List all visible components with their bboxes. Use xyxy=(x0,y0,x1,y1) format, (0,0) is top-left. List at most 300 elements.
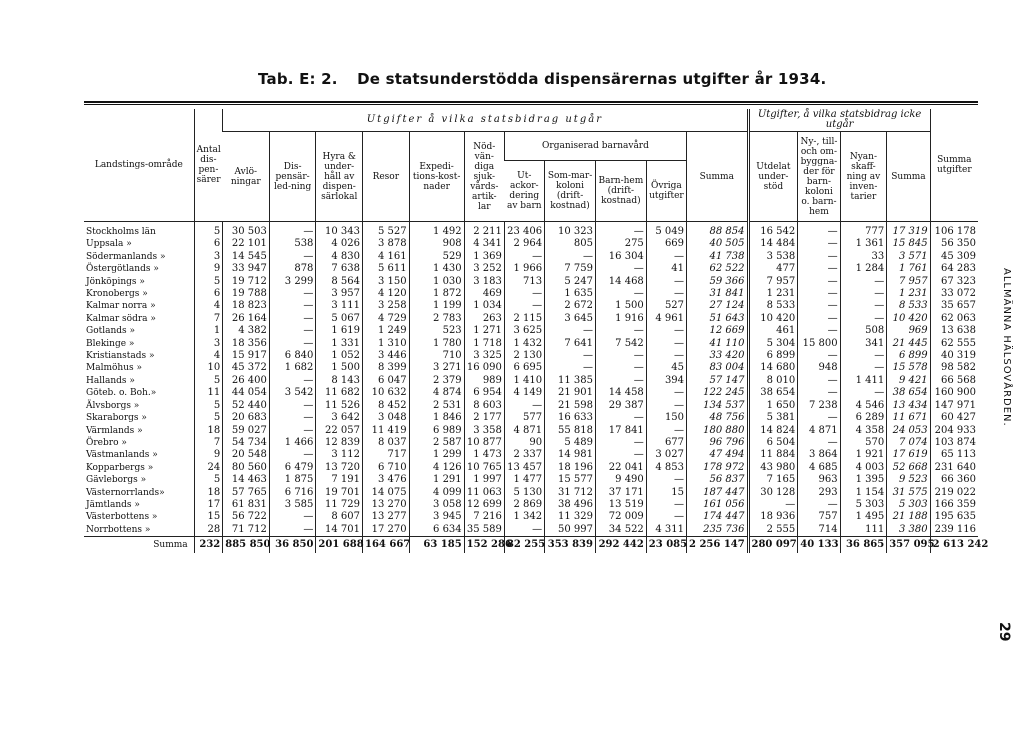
table-cell: 14 545 xyxy=(223,251,270,263)
table-cell: 10 877 xyxy=(464,437,504,449)
table-cell: 7 638 xyxy=(316,263,363,275)
table-cell: 3 058 xyxy=(409,499,464,511)
table-cell: 1 430 xyxy=(409,263,464,275)
table-cell: 1 411 xyxy=(840,375,887,387)
table-cell: 219 022 xyxy=(930,487,978,499)
table-cell: 1 231 xyxy=(887,288,930,300)
table-cell: 31 841 xyxy=(687,288,748,300)
table-cell: 357 095 xyxy=(887,537,930,554)
table-cell: 8 143 xyxy=(316,375,363,387)
area-name: Södermanlands » xyxy=(86,251,166,262)
table-cell: 134 537 xyxy=(687,400,748,412)
table-cell: 477 xyxy=(748,263,798,275)
table-cell: 3 625 xyxy=(504,325,544,337)
table-cell: 353 839 xyxy=(545,537,596,554)
table-cell: 56 350 xyxy=(930,238,978,250)
table-cell: 908 xyxy=(409,238,464,250)
table-cell: 3 150 xyxy=(363,276,410,288)
table-cell: — xyxy=(269,222,316,239)
table-cell: 17 319 xyxy=(887,222,930,239)
table-cell: 527 xyxy=(646,300,686,312)
table-row xyxy=(84,511,978,523)
table-cell: 3 183 xyxy=(464,276,504,288)
table-cell: 12 669 xyxy=(687,325,748,337)
area-name: Göteb. o. Boh.» xyxy=(86,388,157,399)
area-name: Kronobergs » xyxy=(86,289,148,300)
table-cell: 9 xyxy=(194,449,223,461)
table-cell: 41 738 xyxy=(687,251,748,263)
table-cell: 31 712 xyxy=(545,487,596,499)
table-cell: 239 116 xyxy=(930,524,978,537)
table-cell: 6 899 xyxy=(748,350,798,362)
area-name: Älvsborgs » xyxy=(86,400,140,411)
table-row xyxy=(84,325,978,337)
table-cell: — xyxy=(269,511,316,523)
top-rule xyxy=(84,101,978,103)
table-cell: 4 961 xyxy=(646,313,686,325)
table-cell: 2 869 xyxy=(504,499,544,511)
table-cell: 1 477 xyxy=(504,474,544,486)
header-salaries: Avlö-ningar xyxy=(223,132,270,222)
table-cell: 963 xyxy=(798,474,840,486)
table-cell: 15 578 xyxy=(887,362,930,374)
table-cell: 2 211 xyxy=(464,222,504,239)
table-cell: — xyxy=(595,375,646,387)
table-cell: 4 685 xyxy=(798,462,840,474)
table-cell: 5 xyxy=(194,222,223,239)
table-cell: — xyxy=(646,400,686,412)
table-cell: 66 568 xyxy=(930,375,978,387)
table-cell: 677 xyxy=(646,437,686,449)
table-cell: 18 xyxy=(194,487,223,499)
area-name: Skaraborgs » xyxy=(86,413,147,424)
table-cell: 17 270 xyxy=(363,524,410,537)
area-name: Gotlands » xyxy=(86,326,136,337)
table-cell: 14 701 xyxy=(316,524,363,537)
table-cell: 52 440 xyxy=(223,400,270,412)
table-cell: 1 682 xyxy=(269,362,316,374)
table-cell: 16 633 xyxy=(545,412,596,424)
table-cell: 10 420 xyxy=(887,313,930,325)
table-cell: 1 846 xyxy=(409,412,464,424)
table-cell: 714 xyxy=(798,524,840,537)
table-cell: 4 871 xyxy=(504,425,544,437)
table-row xyxy=(84,222,978,239)
table-cell: 1 500 xyxy=(595,300,646,312)
table-cell: 1 284 xyxy=(840,263,887,275)
table-cell: 6 989 xyxy=(409,425,464,437)
header-area: Landstings-område xyxy=(84,109,194,222)
table-cell: 122 245 xyxy=(687,387,748,399)
table-cell: — xyxy=(646,288,686,300)
table-cell: 21 901 xyxy=(545,387,596,399)
table-cell: 55 818 xyxy=(545,425,596,437)
table-cell: 23 085 xyxy=(646,537,686,554)
area-name: Västerbottens » xyxy=(86,512,158,523)
table-cell: 18 936 xyxy=(748,511,798,523)
table-cell: 3 538 xyxy=(748,251,798,263)
table-cell: 35 657 xyxy=(930,300,978,312)
table-cell: 6 840 xyxy=(269,350,316,362)
table-row xyxy=(84,263,978,275)
table-cell: 1 199 xyxy=(409,300,464,312)
table-cell: — xyxy=(840,288,887,300)
table-cell: 8 399 xyxy=(363,362,410,374)
table-cell: 6 954 xyxy=(464,387,504,399)
table-cell: 67 323 xyxy=(930,276,978,288)
table-cell: 12 839 xyxy=(316,437,363,449)
table-cell: 1 034 xyxy=(464,300,504,312)
table-cell: 11 682 xyxy=(316,387,363,399)
table-cell: 3 112 xyxy=(316,449,363,461)
table-cell: 45 xyxy=(646,362,686,374)
header-other: Övriga utgifter xyxy=(646,161,686,222)
table-cell: 11 526 xyxy=(316,400,363,412)
table-cell: — xyxy=(269,288,316,300)
table-cell: 1 718 xyxy=(464,338,504,350)
table-cell: 5 489 xyxy=(545,437,596,449)
table-cell: 1 619 xyxy=(316,325,363,337)
table-cell: 15 577 xyxy=(545,474,596,486)
page-number: 29 xyxy=(996,622,1012,642)
table-cell: 22 057 xyxy=(316,425,363,437)
table-cell: 508 xyxy=(840,325,887,337)
table-cell: — xyxy=(269,251,316,263)
table-cell: 61 831 xyxy=(223,499,270,511)
table-cell: — xyxy=(646,325,686,337)
table-cell: 16 542 xyxy=(748,222,798,239)
table-cell: — xyxy=(798,350,840,362)
table-cell: 103 874 xyxy=(930,437,978,449)
table-cell: 178 972 xyxy=(687,462,748,474)
table-cell: 1 466 xyxy=(269,437,316,449)
table-cell: — xyxy=(545,251,596,263)
table-cell: 8 533 xyxy=(748,300,798,312)
table-cell: 13 277 xyxy=(363,511,410,523)
table-cell: 4 149 xyxy=(504,387,544,399)
table-cell: 3 957 xyxy=(316,288,363,300)
table-cell: 187 447 xyxy=(687,487,748,499)
table-cell: 4 126 xyxy=(409,462,464,474)
table-cell: 2 531 xyxy=(409,400,464,412)
table-cell: 4 830 xyxy=(316,251,363,263)
table-cell: 19 701 xyxy=(316,487,363,499)
table-cell: 30 503 xyxy=(223,222,270,239)
table-cell: 777 xyxy=(840,222,887,239)
table-cell: 33 420 xyxy=(687,350,748,362)
table-cell: 6 634 xyxy=(409,524,464,537)
area-name: Jönköpings » xyxy=(86,276,145,287)
table-cell: 4 729 xyxy=(363,313,410,325)
table-cell: 160 900 xyxy=(930,387,978,399)
area-name: Västernorrlands» xyxy=(86,487,165,498)
table-cell: 6 695 xyxy=(504,362,544,374)
table-cell: 9 xyxy=(194,263,223,275)
table-cell: 10 xyxy=(194,362,223,374)
header-management: Dis-pensär-led-ning xyxy=(269,132,316,222)
table-cell: 28 xyxy=(194,524,223,537)
table-cell: 40 133 xyxy=(798,537,840,554)
table-cell: 7 238 xyxy=(798,400,840,412)
table-cell: 161 056 xyxy=(687,499,748,511)
table-cell: 33 xyxy=(840,251,887,263)
table-row xyxy=(84,276,978,288)
table-cell: 1 650 xyxy=(748,400,798,412)
table-row xyxy=(84,412,978,424)
table-row xyxy=(84,487,978,499)
table-number: Tab. E: 2. xyxy=(258,70,338,88)
table-cell: 21 445 xyxy=(887,338,930,350)
table-cell: — xyxy=(840,387,887,399)
table-cell: — xyxy=(269,300,316,312)
table-cell: 50 997 xyxy=(545,524,596,537)
area-name: Gävleborgs » xyxy=(86,475,147,486)
table-row xyxy=(84,387,978,399)
table-cell: — xyxy=(269,425,316,437)
table-cell: 9 490 xyxy=(595,474,646,486)
table-cell: 204 933 xyxy=(930,425,978,437)
table-cell: — xyxy=(504,300,544,312)
table-cell: 71 712 xyxy=(223,524,270,537)
table-cell: — xyxy=(646,474,686,486)
table-cell: 948 xyxy=(798,362,840,374)
table-cell: 33 947 xyxy=(223,263,270,275)
area-name: Jämtlands » xyxy=(86,499,140,510)
table-cell: 15 800 xyxy=(798,338,840,350)
table-cell: 31 575 xyxy=(887,487,930,499)
table-cell: 275 xyxy=(595,238,646,250)
table-cell: 4 003 xyxy=(840,462,887,474)
table-cell: 59 027 xyxy=(223,425,270,437)
table-cell: 152 286 xyxy=(464,537,504,554)
table-row xyxy=(84,499,978,511)
table-title xyxy=(258,70,858,88)
table-cell: 26 164 xyxy=(223,313,270,325)
table-cell: 45 372 xyxy=(223,362,270,374)
table-cell: 1 310 xyxy=(363,338,410,350)
header-office: Expedi-tions-kost-nader xyxy=(409,132,464,222)
running-head: ALLMÄNNA HÄLSOVÅRDEN. xyxy=(1001,268,1012,427)
table-cell: 166 359 xyxy=(930,499,978,511)
table-cell: 20 683 xyxy=(223,412,270,424)
table-cell: — xyxy=(798,222,840,239)
table-cell: 38 496 xyxy=(545,499,596,511)
table-cell: — xyxy=(798,238,840,250)
table-cell: 98 582 xyxy=(930,362,978,374)
table-cell: 2 115 xyxy=(504,313,544,325)
table-cell: 5 xyxy=(194,400,223,412)
table-cell: 8 452 xyxy=(363,400,410,412)
table-caption: De statsunderstödda dispensärernas utgifter år 1934. xyxy=(357,70,827,88)
table-cell: 3 945 xyxy=(409,511,464,523)
table-cell: — xyxy=(646,425,686,437)
table-cell: — xyxy=(269,375,316,387)
table-row xyxy=(84,400,978,412)
table-cell: — xyxy=(646,511,686,523)
table-cell: 6 xyxy=(194,238,223,250)
table-cell: 23 406 xyxy=(504,222,544,239)
table-cell: — xyxy=(798,276,840,288)
header-childrens-home: Barn-hem (drift-kostnad) xyxy=(595,161,646,222)
table-cell: 1 492 xyxy=(409,222,464,239)
table-cell: 38 654 xyxy=(887,387,930,399)
table-cell: 22 101 xyxy=(223,238,270,250)
table-cell: 18 356 xyxy=(223,338,270,350)
table-cell: 2 613 242 xyxy=(930,537,978,554)
area-name: Kopparbergs » xyxy=(86,462,154,473)
table-cell: 1 635 xyxy=(545,288,596,300)
table-cell: 1 154 xyxy=(840,487,887,499)
table-cell: 2 555 xyxy=(748,524,798,537)
table-cell: 3 252 xyxy=(464,263,504,275)
table-cell: 1 875 xyxy=(269,474,316,486)
header-group-subsidised: Utgifter å vilka statsbidrag utgår xyxy=(223,109,748,132)
table-cell: 40 319 xyxy=(930,350,978,362)
table-cell: 523 xyxy=(409,325,464,337)
table-row xyxy=(84,238,978,250)
table-cell: 36 865 xyxy=(840,537,887,554)
table-cell: — xyxy=(545,350,596,362)
table-cell: 4 546 xyxy=(840,400,887,412)
table-cell: 3 476 xyxy=(363,474,410,486)
table-cell: 717 xyxy=(363,449,410,461)
table-cell: 10 343 xyxy=(316,222,363,239)
table-cell: 1 432 xyxy=(504,338,544,350)
table-cell: 1 780 xyxy=(409,338,464,350)
table-cell: 1 473 xyxy=(464,449,504,461)
table-cell: 878 xyxy=(269,263,316,275)
table-cell: 56 722 xyxy=(223,511,270,523)
table-cell: 7 165 xyxy=(748,474,798,486)
table-cell: 7 xyxy=(194,313,223,325)
table-row xyxy=(84,462,978,474)
area-name: Norrbottens » xyxy=(86,524,151,535)
table-cell: 15 917 xyxy=(223,350,270,362)
table-cell: — xyxy=(840,350,887,362)
table-cell: — xyxy=(798,375,840,387)
table-cell: 29 387 xyxy=(595,400,646,412)
table-cell: — xyxy=(798,313,840,325)
table-cell: 4 382 xyxy=(223,325,270,337)
table-cell: 106 178 xyxy=(930,222,978,239)
table-cell: 72 009 xyxy=(595,511,646,523)
table-cell: 5 130 xyxy=(504,487,544,499)
table-cell: 18 xyxy=(194,425,223,437)
table-cell: 1 410 xyxy=(504,375,544,387)
table-cell: 6 xyxy=(194,288,223,300)
table-cell: 38 654 xyxy=(748,387,798,399)
table-row xyxy=(84,524,978,537)
table-cell: 10 323 xyxy=(545,222,596,239)
header-sum-subsidised: Summa xyxy=(687,132,748,222)
table-cell: 3 878 xyxy=(363,238,410,250)
area-name: Malmöhus » xyxy=(86,363,142,374)
table-cell: 263 xyxy=(464,313,504,325)
table-cell: 48 756 xyxy=(687,412,748,424)
table-cell: 7 641 xyxy=(545,338,596,350)
table-cell: 5 xyxy=(194,474,223,486)
table-cell: — xyxy=(545,325,596,337)
table-cell: 1 916 xyxy=(595,313,646,325)
area-name: Östergötlands » xyxy=(86,264,159,275)
table-cell: — xyxy=(798,412,840,424)
table-cell: 669 xyxy=(646,238,686,250)
table-cell: 235 736 xyxy=(687,524,748,537)
table-cell: — xyxy=(545,362,596,374)
table-row xyxy=(84,425,978,437)
table-cell: — xyxy=(798,251,840,263)
table-cell: 19 788 xyxy=(223,288,270,300)
table-cell: 60 427 xyxy=(930,412,978,424)
table-cell: 11 729 xyxy=(316,499,363,511)
table-cell: 3 111 xyxy=(316,300,363,312)
table-cell: 341 xyxy=(840,338,887,350)
table-cell: 1 500 xyxy=(316,362,363,374)
table-cell: — xyxy=(504,524,544,537)
table-cell: 4 161 xyxy=(363,251,410,263)
table-cell: — xyxy=(269,524,316,537)
table-cell: — xyxy=(269,400,316,412)
table-cell: 1 495 xyxy=(840,511,887,523)
table-cell: 4 xyxy=(194,300,223,312)
table-cell: 10 632 xyxy=(363,387,410,399)
table-cell: 2 379 xyxy=(409,375,464,387)
table-cell: 45 309 xyxy=(930,251,978,263)
table-cell: 63 185 xyxy=(409,537,464,554)
table-cell: 8 010 xyxy=(748,375,798,387)
table-cell: 3 258 xyxy=(363,300,410,312)
table-cell: — xyxy=(748,499,798,511)
table-cell: 3 645 xyxy=(545,313,596,325)
table-cell: 57 765 xyxy=(223,487,270,499)
table-cell: 10 765 xyxy=(464,462,504,474)
table-cell: 461 xyxy=(748,325,798,337)
table-cell: — xyxy=(595,263,646,275)
header-foster: Ut-ackor-dering av barn xyxy=(504,161,544,222)
table-cell: 26 400 xyxy=(223,375,270,387)
table-cell: 5 xyxy=(194,276,223,288)
header-summer-colony: Som-mar-koloni (drift-kostnad) xyxy=(545,161,596,222)
table-cell: — xyxy=(646,251,686,263)
table-cell: — xyxy=(840,276,887,288)
table-cell: 51 643 xyxy=(687,313,748,325)
table-cell: 2 130 xyxy=(504,350,544,362)
table-cell: 577 xyxy=(504,412,544,424)
table-cell: 34 522 xyxy=(595,524,646,537)
table-cell: 394 xyxy=(646,375,686,387)
table-cell: 21 598 xyxy=(545,400,596,412)
area-name: Hallands » xyxy=(86,375,135,386)
table-cell: 9 523 xyxy=(887,474,930,486)
table-cell: 3 048 xyxy=(363,412,410,424)
area-name: Stockholms län xyxy=(86,227,156,237)
table-cell: 5 527 xyxy=(363,222,410,239)
table-cell: 7 542 xyxy=(595,338,646,350)
table-cell: 3 271 xyxy=(409,362,464,374)
table-cell: 2 964 xyxy=(504,238,544,250)
table-cell: 4 120 xyxy=(363,288,410,300)
table-cell: — xyxy=(595,449,646,461)
table-cell: 8 607 xyxy=(316,511,363,523)
table-cell: — xyxy=(595,288,646,300)
table-cell: 5 304 xyxy=(748,338,798,350)
area-name: Värmlands » xyxy=(86,425,143,436)
table-cell: 64 283 xyxy=(930,263,978,275)
table-cell: 9 421 xyxy=(887,375,930,387)
table-cell: 14 824 xyxy=(748,425,798,437)
table-cell: 13 720 xyxy=(316,462,363,474)
table-cell: 7 191 xyxy=(316,474,363,486)
